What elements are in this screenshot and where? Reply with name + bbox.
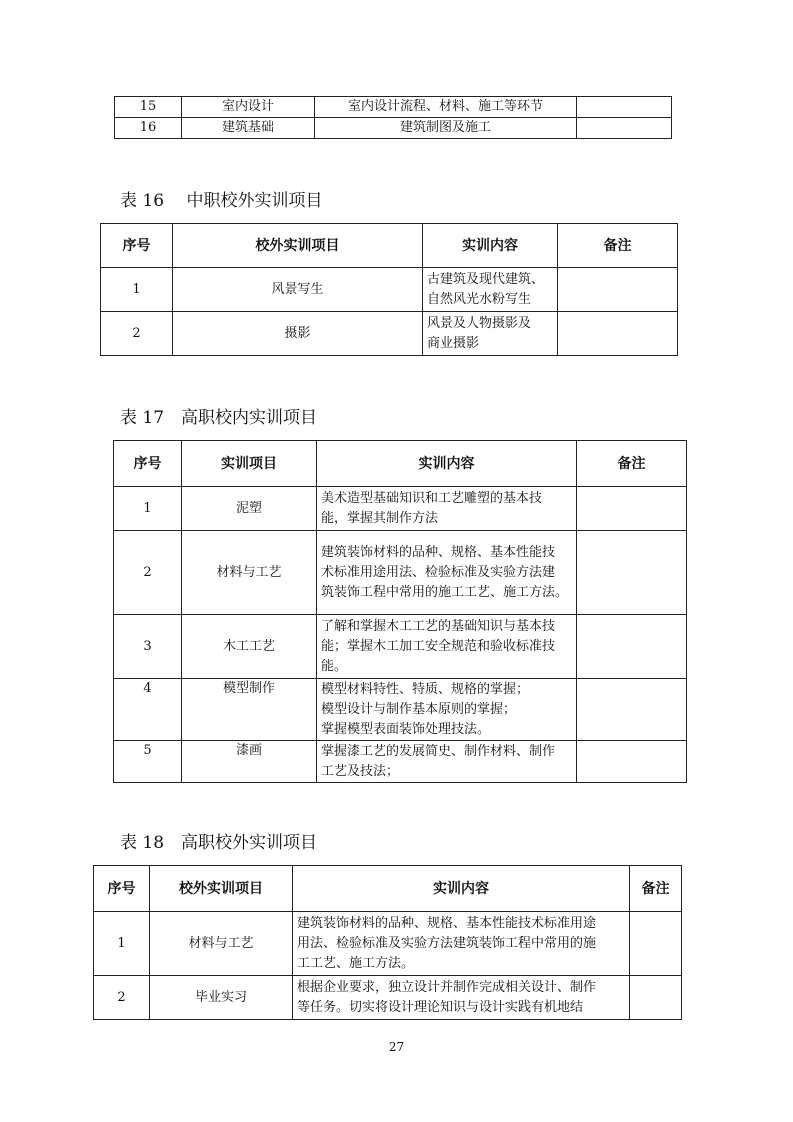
header-project: 实训项目 <box>182 441 317 487</box>
table-row <box>94 912 682 976</box>
cell-index: 3 <box>114 615 182 679</box>
table-header-row <box>101 224 678 268</box>
cell-remark <box>630 912 682 976</box>
cell-index: 4 <box>114 679 182 741</box>
table-17-caption: 表 17 高职校内实训项目 <box>120 408 318 428</box>
cell-remark <box>577 679 687 741</box>
cell-content: 建筑制图及施工 <box>315 118 577 139</box>
cell-remark <box>577 97 672 118</box>
cell-index: 2 <box>114 531 182 615</box>
table-row <box>115 97 672 118</box>
cell-remark <box>577 487 687 531</box>
table-row <box>114 679 687 741</box>
table-row <box>114 487 687 531</box>
cell-project: 建筑基础 <box>182 118 315 139</box>
cell-project: 材料与工艺 <box>150 912 293 976</box>
cell-content: 美术造型基础知识和工艺雕塑的基本技 能，掌握其制作方法 <box>317 487 577 531</box>
table-row <box>114 615 687 679</box>
table-17 <box>113 440 687 783</box>
header-index: 序号 <box>114 441 182 487</box>
table-row <box>115 118 672 139</box>
cell-content: 模型材料特性、特质、规格的掌握； 模型设计与制作基本原则的掌握； 掌握模型表面装饰处理技法。 <box>317 679 577 741</box>
page-number: 27 <box>388 1040 405 1054</box>
cell-content: 了解和掌握木工工艺的基础知识与基本技 能；掌握木工加工安全规范和验收标准技 能。 <box>317 615 577 679</box>
cell-project: 风景写生 <box>173 268 423 312</box>
cell-remark <box>630 976 682 1020</box>
header-content: 实训内容 <box>317 441 577 487</box>
cell-index: 16 <box>115 118 182 139</box>
cell-index: 5 <box>114 741 182 783</box>
header-project: 校外实训项目 <box>173 224 423 268</box>
cell-index: 2 <box>101 312 173 356</box>
cell-project: 材料与工艺 <box>182 531 317 615</box>
cell-remark <box>558 312 678 356</box>
cell-content: 古建筑及现代建筑、 自然风光水粉写生 <box>423 268 558 312</box>
header-remark: 备注 <box>577 441 687 487</box>
table-continuation <box>114 96 672 139</box>
cell-index: 1 <box>94 912 150 976</box>
cell-remark <box>577 741 687 783</box>
table-18-caption: 表 18 高职校外实训项目 <box>120 833 318 853</box>
cell-content: 建筑装饰材料的品种、规格、基本性能技术标准用途 用法、检验标准及实验方法建筑装饰工程中常用的施 工工艺、施工方法。 <box>293 912 630 976</box>
cell-index: 1 <box>114 487 182 531</box>
header-content: 实训内容 <box>423 224 558 268</box>
header-index: 序号 <box>94 866 150 912</box>
cell-index: 15 <box>115 97 182 118</box>
cell-content: 风景及人物摄影及 商业摄影 <box>423 312 558 356</box>
cell-remark <box>577 531 687 615</box>
cell-project: 泥塑 <box>182 487 317 531</box>
header-remark: 备注 <box>630 866 682 912</box>
cell-content: 掌握漆工艺的发展简史、制作材料、制作 工艺及技法； <box>317 741 577 783</box>
cell-project: 模型制作 <box>182 679 317 741</box>
cell-project: 木工工艺 <box>182 615 317 679</box>
cell-content: 建筑装饰材料的品种、规格、基本性能技 术标准用途用法、检验标准及实验方法建 筑装饰工程中常用的施工工艺、施工方法。 <box>317 531 577 615</box>
table-row <box>101 312 678 356</box>
cell-content: 根据企业要求，独立设计并制作完成相关设计、制作 等任务。切实将设计理论知识与设计实践有机地结 <box>293 976 630 1020</box>
cell-project: 室内设计 <box>182 97 315 118</box>
cell-content: 室内设计流程、材料、施工等环节 <box>315 97 577 118</box>
table-row <box>101 268 678 312</box>
table-16-caption: 表 16 中职校外实训项目 <box>120 191 323 211</box>
header-index: 序号 <box>101 224 173 268</box>
cell-index: 1 <box>101 268 173 312</box>
table-16 <box>100 223 678 356</box>
cell-remark <box>577 118 672 139</box>
table-row <box>114 741 687 783</box>
cell-index: 2 <box>94 976 150 1020</box>
cell-project: 摄影 <box>173 312 423 356</box>
cell-project: 毕业实习 <box>150 976 293 1020</box>
table-row <box>114 531 687 615</box>
cell-remark <box>577 615 687 679</box>
table-header-row <box>94 866 682 912</box>
table-header-row <box>114 441 687 487</box>
header-project: 校外实训项目 <box>150 866 293 912</box>
header-content: 实训内容 <box>293 866 630 912</box>
table-row <box>94 976 682 1020</box>
header-remark: 备注 <box>558 224 678 268</box>
table-18 <box>93 865 682 1020</box>
cell-project: 漆画 <box>182 741 317 783</box>
cell-remark <box>558 268 678 312</box>
